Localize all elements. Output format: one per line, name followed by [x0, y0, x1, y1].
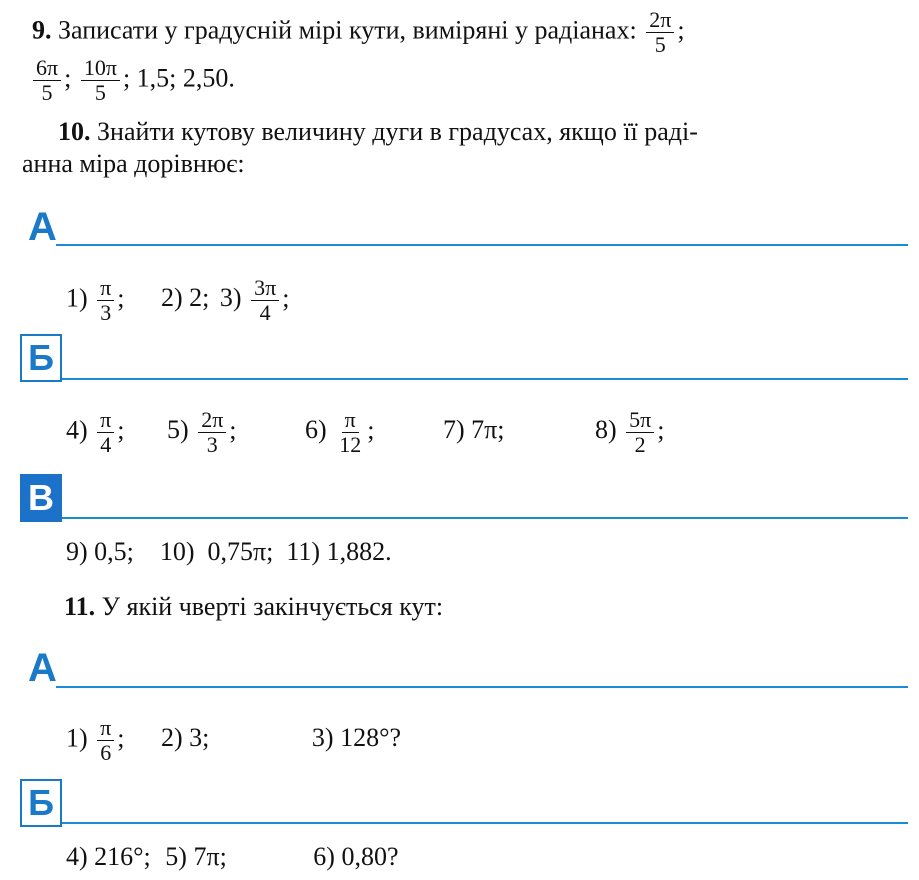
- item-5: 5) 7π;: [165, 842, 227, 871]
- task-10-text: Знайти кутову величину дуги в градусах, якщо її раді-: [97, 117, 698, 146]
- item-2: 2) 3;: [161, 723, 210, 753]
- fraction: $\frac{3\pi}{4}$: [251, 276, 279, 325]
- separator: ;: [367, 415, 375, 445]
- task-11-line: [64, 592, 443, 622]
- task-11-level-b-items: [66, 842, 399, 872]
- task-10-level-v-items: 9) 0,5; 10) 0,75π; 11) 1,882.: [66, 537, 392, 566]
- task-10-line-2: анна міра дорівнює:: [22, 149, 245, 178]
- level-divider: [56, 686, 908, 688]
- task-11-number: 11.: [64, 592, 96, 621]
- item-number: 5): [167, 415, 189, 445]
- separator: ;: [657, 415, 665, 445]
- item-number: 1): [66, 723, 88, 753]
- task-10-level-b-items: [66, 408, 664, 457]
- task-11-text: У якій чверті закінчується кут:: [101, 592, 444, 621]
- separator: ;: [117, 415, 125, 445]
- fraction: $\frac{\pi}{6}$: [97, 716, 114, 765]
- item-number: 1): [66, 283, 88, 313]
- fraction: $\frac{5\pi}{2}$: [626, 408, 654, 457]
- task-10-number: 10.: [58, 117, 91, 146]
- separator: ;: [117, 283, 125, 313]
- separator: ;: [282, 283, 290, 313]
- level-v-label: В: [20, 474, 62, 522]
- task-9-tail: ; 1,5; 2,50.: [122, 63, 235, 93]
- task-9-line-1: [32, 8, 685, 57]
- task-9-line-2: [30, 56, 235, 105]
- fraction: $\frac{2\pi}{5}$: [646, 8, 674, 57]
- task-9-text: Записати у градусній мірі кути, виміряні у радіанах:: [58, 15, 637, 45]
- task-9-number: 9.: [32, 15, 52, 45]
- level-divider: [62, 517, 908, 519]
- fraction: $\frac{\pi}{3}$: [97, 276, 114, 325]
- level-b-label: Б: [20, 334, 62, 382]
- item-number: 4): [66, 415, 88, 445]
- item-7: 7) 7π;: [442, 415, 505, 445]
- separator: ;: [229, 415, 237, 445]
- level-divider: [62, 378, 908, 380]
- task-10-line-1: [58, 117, 698, 147]
- separator: ;: [677, 15, 685, 45]
- fraction: $\frac{6\pi}{5}$: [33, 56, 61, 105]
- item-3: 3) 128°?: [311, 723, 402, 753]
- task-10-level-a-items: [66, 276, 289, 325]
- level-divider: [56, 244, 908, 246]
- item-2: 2) 2;: [161, 283, 210, 313]
- fraction: $\frac{2\pi}{3}$: [198, 408, 226, 457]
- fraction: $\frac{\pi}{12}$: [339, 407, 362, 457]
- level-divider: [62, 822, 908, 824]
- level-a-label: А: [28, 646, 57, 690]
- item-number: 8): [594, 415, 617, 445]
- separator: ;: [64, 63, 72, 93]
- item-number: 3): [219, 283, 242, 313]
- item-number: 6): [305, 415, 327, 445]
- fraction: $\frac{10\pi}{5}$: [81, 56, 120, 105]
- task-11-level-a-items: [66, 716, 401, 765]
- item-4: 4) 216°;: [66, 842, 151, 871]
- item-6: 6) 0,80?: [313, 842, 399, 871]
- separator: ;: [117, 723, 125, 753]
- level-a-label: А: [28, 205, 57, 249]
- fraction: $\frac{\pi}{4}$: [97, 408, 114, 457]
- level-b-label: Б: [20, 779, 62, 827]
